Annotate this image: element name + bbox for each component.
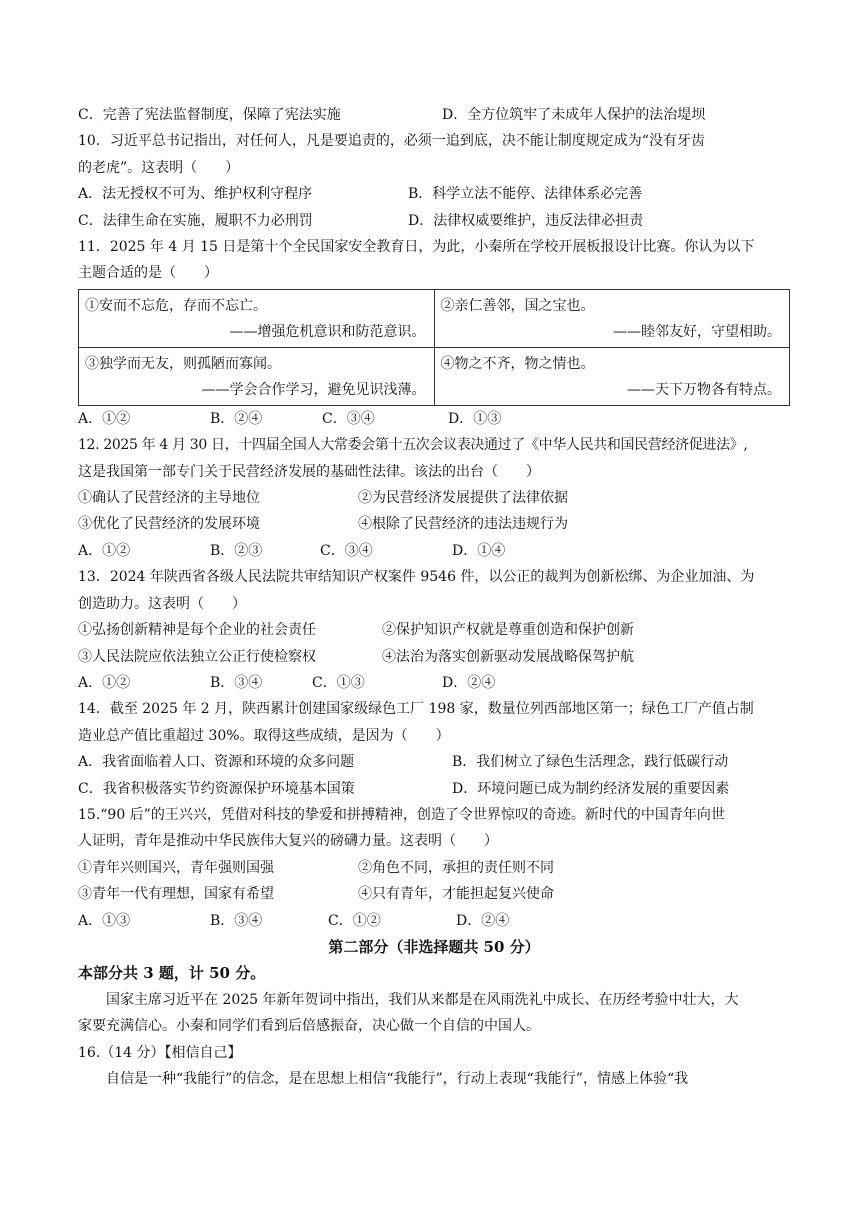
q10-stem-line1: 10．习近平总书记指出，对任何人，凡是要追责的，必须一追到底，决不能让制度规定成为“没有牙齿 [78, 133, 705, 150]
q14-option-d: D．环境问题已成为制约经济发展的重要因素 [452, 780, 730, 797]
q11-option-d: D．①③ [448, 410, 502, 427]
q12-statement-2: ②为民营经济发展提供了法律依据 [358, 490, 568, 507]
q15-statements-12 [78, 855, 790, 881]
q10-option-d: D．法律权威要维护，违反法律必担责 [408, 212, 644, 229]
q15-statement-1: ①青年兴则国兴，青年强则国强 [78, 859, 274, 876]
q15-statement-4: ④只有青年，才能担起复兴使命 [358, 886, 554, 903]
q12-stem-line2: 这是我国第一部专门关于民营经济发展的基础性法律。该法的出台（ ） [78, 463, 540, 480]
q15-stem-line2: 人证明，青年是推动中华民族伟大复兴的磅礴力量。这表明（ ） [78, 833, 498, 850]
q12-options [78, 538, 790, 564]
q11-option-b: B．②④ [210, 410, 263, 427]
q13-statement-2: ②保护知识产权就是尊重创造和保护创新 [382, 622, 634, 639]
q11-theme-quote: ③独学而无友，则孤陋而寡闻。 [85, 355, 281, 372]
q12-option-d: D．①④ [452, 542, 506, 559]
q14-stem-line1: 14．截至 2025 年 2 月，陕西累计创建国家级绿色工厂 198 家，数量位列西部地区第一；绿色工厂产值占制 [78, 701, 754, 718]
q15-statements-34 [78, 881, 790, 907]
q13-option-d: D．②④ [442, 674, 496, 691]
q13-statements-34 [78, 644, 790, 670]
q12-statement-3: ③优化了民营经济的发展环境 [78, 516, 260, 533]
q15-option-c: C．①② [328, 912, 381, 929]
q13-statement-1: ①弘扬创新精神是每个企业的社会责任 [78, 622, 316, 639]
q9-option-d: D．全方位筑牢了未成年人保护的法治堤坝 [442, 107, 706, 123]
part2-intro-line2: 家要充满信心。小秦和同学们看到后倍感振奋，决心做一个自信的中国人。 [78, 1018, 540, 1035]
q9-option-c: C．完善了宪法监督制度，保障了宪法实施 [78, 107, 341, 123]
q14-options-ab [78, 749, 790, 775]
q16-text: 自信是一种“我能行”的信念，是在思想上相信“我能行”，行动上表现“我能行”，情感上体验“我 [106, 1071, 689, 1087]
exam-page [78, 102, 790, 1092]
q12-option-c: C．③④ [320, 542, 373, 559]
q13-statements-12 [78, 617, 790, 643]
q13-option-b: B．③④ [210, 674, 263, 691]
q11-theme-table [78, 289, 790, 406]
q12-stem-line1: 12. 2025 年 4 月 30 日，十四届全国人大常委会第十五次会议表决通过了《中华人民共和国民营经济促进法》, [78, 437, 748, 454]
q13-stem-line1: 13．2024 年陕西省各级人民法院共审结知识产权案件 9546 件，以公正的裁判为创新松绑、为企业加油、为 [78, 569, 755, 586]
q11-options [78, 406, 790, 432]
part2-title: 第二部分（非选择题共 50 分） [328, 937, 540, 956]
q11-theme-quote: ①安而不忘危，存而不忘亡。 [85, 297, 267, 314]
q11-option-a: A．①② [78, 410, 131, 427]
q10-option-a: A．法无授权不可为、维护权利守程序 [78, 186, 313, 203]
q13-option-a: A．①② [78, 674, 131, 691]
q16-heading: 16.（14 分）【相信自己】 [78, 1044, 242, 1061]
part2-intro-line1: 国家主席习近平在 2025 年新年贺词中指出，我们从来都是在风雨洗礼中成长、在历经考验中壮大，大 [106, 991, 739, 1008]
q14-stem-line2: 造业总产值比重超过 30%。取得这些成绩，是因为（ ） [78, 727, 450, 744]
q10-option-c: C．法律生命在实施，履职不力必刑罚 [78, 212, 313, 229]
q14-option-b: B．我们树立了绿色生活理念，践行低碳行动 [452, 754, 729, 771]
q15-option-a: A．①③ [78, 912, 131, 929]
q11-theme-cell-2 [434, 289, 790, 347]
q13-option-c: C．①③ [312, 674, 365, 691]
q11-theme-cell-4 [434, 347, 790, 405]
q14-option-a: A．我省面临着人口、资源和环境的众多问题 [78, 754, 355, 771]
q13-statement-3: ③人民法院应依法独立公正行使检察权 [78, 648, 316, 665]
q15-options [78, 908, 790, 934]
q12-option-b: B．②③ [210, 542, 263, 559]
q15-stem-line1: 15.“90 后”的王兴兴，凭借对科技的挚爱和拼搏精神，创造了令世界惊叹的奇迹。新时代的中国青年向世 [78, 806, 725, 823]
q12-option-a: A．①② [78, 542, 131, 559]
q13-stem-line2: 创造助力。这表明（ ） [78, 595, 246, 612]
q11-theme-cell-1 [79, 289, 435, 347]
q11-stem-line1: 11．2025 年 4 月 15 日是第十个全民国家安全教育日，为此，小秦所在学校开展板报设计比赛。你认为以下 [78, 239, 755, 256]
q9-options-cd [78, 102, 790, 128]
q14-option-c: C．我省积极落实节约资源保护环境基本国策 [78, 780, 355, 797]
q12-statement-1: ①确认了民营经济的主导地位 [78, 490, 260, 507]
q11-theme-note: ——增强危机意识和防范意识。 [229, 323, 426, 340]
q14-options-cd [78, 776, 790, 802]
q15-option-d: D．②④ [456, 912, 510, 929]
q15-statement-3: ③青年一代有理想，国家有希望 [78, 886, 274, 903]
q11-theme-note: ——天下万物各有特点。 [627, 381, 781, 398]
q12-statements-12 [78, 485, 790, 511]
q11-stem-line2: 主题合适的是（ ） [78, 265, 218, 282]
q12-statements-34 [78, 511, 790, 537]
q11-theme-note: ——睦邻友好，守望相助。 [613, 323, 781, 340]
q10-option-b: B．科学立法不能停、法律体系必完善 [408, 186, 643, 203]
q15-option-b: B．③④ [210, 912, 263, 929]
q13-statement-4: ④法治为落实创新驱动发展战略保驾护航 [382, 648, 634, 665]
q11-theme-note: ——学会合作学习，避免见识浅薄。 [201, 381, 426, 398]
q15-statement-2: ②角色不同，承担的责任则不同 [358, 859, 554, 876]
q10-stem-line2: 的老虎”。这表明（ ） [78, 159, 240, 176]
q11-theme-quote: ④物之不齐，物之情也。 [440, 355, 595, 372]
q10-options-ab [78, 181, 790, 207]
part2-subtitle: 本部分共 3 题，计 50 分。 [78, 964, 266, 983]
q11-theme-cell-3 [79, 347, 435, 405]
q10-options-cd [78, 208, 790, 234]
q13-options [78, 670, 790, 696]
q11-option-c: C．③④ [322, 410, 375, 427]
q11-theme-quote: ②亲仁善邻，国之宝也。 [440, 297, 595, 314]
q12-statement-4: ④根除了民营经济的违法违规行为 [358, 516, 568, 533]
